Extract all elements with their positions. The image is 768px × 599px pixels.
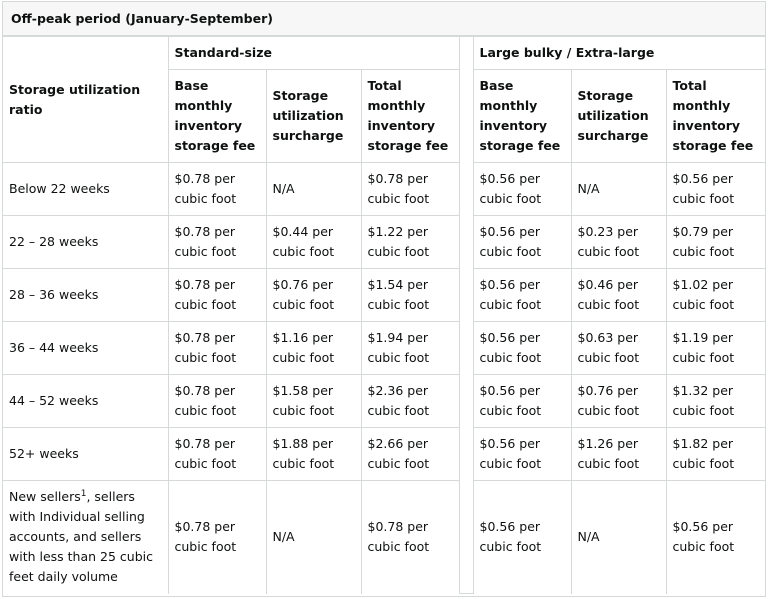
group-header-row xyxy=(3,37,765,70)
std-total-fee-cell: $0.78 per cubic foot xyxy=(361,481,459,594)
standard-size-header: Standard-size xyxy=(168,37,459,70)
lg-total-fee-cell: $0.56 per cubic foot xyxy=(666,481,765,594)
lg-base-fee-cell: $0.56 per cubic foot xyxy=(473,481,571,594)
lg-surcharge-header: Storage utilization surcharge xyxy=(571,70,666,163)
lg-surcharge-cell: $0.76 per cubic foot xyxy=(571,375,666,428)
std-base-fee-cell: $0.78 per cubic foot xyxy=(168,428,266,481)
lg-surcharge-cell: $0.23 per cubic foot xyxy=(571,216,666,269)
lg-base-fee-cell: $0.56 per cubic foot xyxy=(473,375,571,428)
lg-surcharge-cell: N/A xyxy=(571,163,666,216)
std-surcharge-cell: $1.58 per cubic foot xyxy=(266,375,361,428)
table-row xyxy=(3,269,765,322)
row-label: 28 – 36 weeks xyxy=(3,269,168,322)
std-total-fee-header: Total monthly inventory storage fee xyxy=(361,70,459,163)
std-surcharge-cell: N/A xyxy=(266,481,361,594)
lg-base-fee-cell: $0.56 per cubic foot xyxy=(473,322,571,375)
table-row xyxy=(3,163,765,216)
std-total-fee-cell: $1.54 per cubic foot xyxy=(361,269,459,322)
std-total-fee-cell: $1.94 per cubic foot xyxy=(361,322,459,375)
table-row xyxy=(3,322,765,375)
std-surcharge-cell: $1.16 per cubic foot xyxy=(266,322,361,375)
table-title: Off-peak period (January-September) xyxy=(3,2,765,36)
lg-total-fee-header: Total monthly inventory storage fee xyxy=(666,70,765,163)
row-label: 36 – 44 weeks xyxy=(3,322,168,375)
std-base-fee-cell: $0.78 per cubic foot xyxy=(168,481,266,594)
lg-base-fee-cell: $0.56 per cubic foot xyxy=(473,428,571,481)
row-label xyxy=(3,481,168,594)
table-row-new-sellers xyxy=(3,481,765,594)
lg-surcharge-cell: $0.63 per cubic foot xyxy=(571,322,666,375)
std-total-fee-cell: $1.22 per cubic foot xyxy=(361,216,459,269)
row-label: 44 – 52 weeks xyxy=(3,375,168,428)
lg-surcharge-cell: N/A xyxy=(571,481,666,594)
std-total-fee-cell: $2.36 per cubic foot xyxy=(361,375,459,428)
std-base-fee-cell: $0.78 per cubic foot xyxy=(168,322,266,375)
lg-total-fee-cell: $1.82 per cubic foot xyxy=(666,428,765,481)
std-surcharge-header: Storage utilization surcharge xyxy=(266,70,361,163)
lg-surcharge-cell: $1.26 per cubic foot xyxy=(571,428,666,481)
row-label: 52+ weeks xyxy=(3,428,168,481)
new-sellers-label-rest: , sellers with Individual selling accounts, and sellers with less than 25 cubic feet daily volume xyxy=(9,489,153,585)
std-base-fee-cell: $0.78 per cubic foot xyxy=(168,163,266,216)
table-row xyxy=(3,375,765,428)
std-surcharge-cell: $0.44 per cubic foot xyxy=(266,216,361,269)
lg-total-fee-cell: $0.56 per cubic foot xyxy=(666,163,765,216)
lg-base-fee-cell: $0.56 per cubic foot xyxy=(473,216,571,269)
std-total-fee-cell: $2.66 per cubic foot xyxy=(361,428,459,481)
std-base-fee-cell: $0.78 per cubic foot xyxy=(168,375,266,428)
table-row xyxy=(3,216,765,269)
lg-total-fee-cell: $1.32 per cubic foot xyxy=(666,375,765,428)
lg-total-fee-cell: $0.79 per cubic foot xyxy=(666,216,765,269)
std-surcharge-cell: N/A xyxy=(266,163,361,216)
std-total-fee-cell: $0.78 per cubic foot xyxy=(361,163,459,216)
lg-base-fee-header: Base monthly inventory storage fee xyxy=(473,70,571,163)
lg-base-fee-cell: $0.56 per cubic foot xyxy=(473,163,571,216)
lg-total-fee-cell: $1.19 per cubic foot xyxy=(666,322,765,375)
row-label: Below 22 weeks xyxy=(3,163,168,216)
std-surcharge-cell: $0.76 per cubic foot xyxy=(266,269,361,322)
row-label: 22 – 28 weeks xyxy=(3,216,168,269)
std-surcharge-cell: $1.88 per cubic foot xyxy=(266,428,361,481)
lg-total-fee-cell: $1.02 per cubic foot xyxy=(666,269,765,322)
std-base-fee-header: Base monthly inventory storage fee xyxy=(168,70,266,163)
new-sellers-label: New sellers xyxy=(9,489,81,505)
std-base-fee-cell: $0.78 per cubic foot xyxy=(168,269,266,322)
footnote-marker: 1 xyxy=(80,489,87,500)
row-label-header: Storage utilization ratio xyxy=(3,37,168,163)
fee-table xyxy=(3,36,765,594)
large-bulky-header: Large bulky / Extra-large xyxy=(473,37,765,70)
column-gap xyxy=(459,37,473,594)
std-base-fee-cell: $0.78 per cubic foot xyxy=(168,216,266,269)
lg-surcharge-cell: $0.46 per cubic foot xyxy=(571,269,666,322)
lg-base-fee-cell: $0.56 per cubic foot xyxy=(473,269,571,322)
table-row xyxy=(3,428,765,481)
fee-table-container xyxy=(2,1,766,597)
